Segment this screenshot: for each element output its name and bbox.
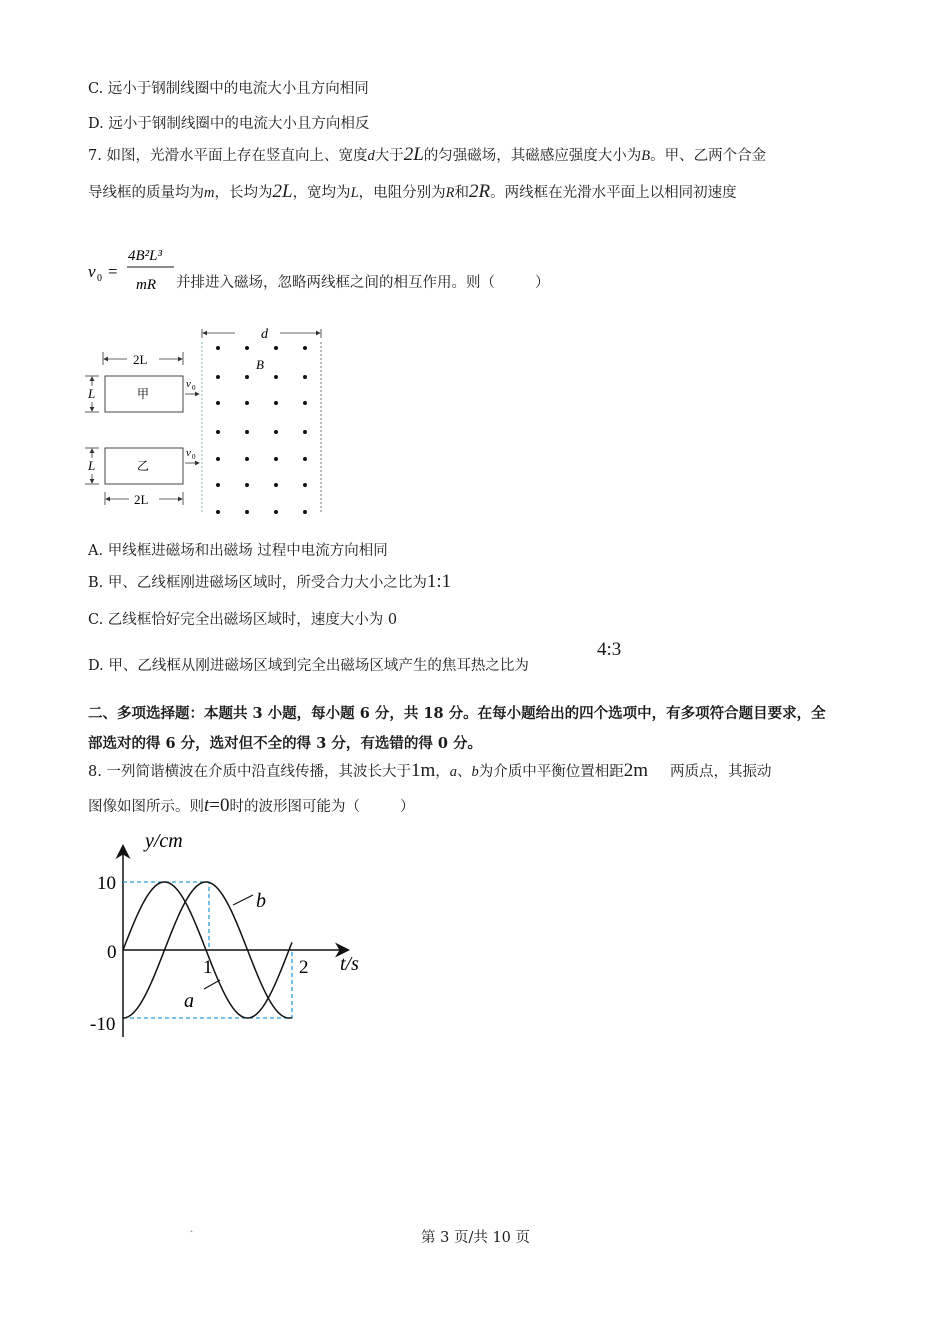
formula-denominator: mR (136, 277, 156, 293)
q7-magnetic-field-figure (85, 322, 330, 522)
x-tick-1: 1 (203, 957, 213, 978)
b-label: B (256, 357, 264, 372)
y-axis-label: y/cm (145, 830, 183, 852)
section2-heading-line2: 部选对的得 6 分，选对但不全的得 3 分，有选错的得 0 分。 (88, 735, 483, 752)
l-label-bottom: L (88, 458, 96, 473)
q7-stem-line1: 7. 如图，光滑水平面上存在竖直向上、宽度d大于2L的匀强磁场，其磁感应强度大小为B。甲、乙两个合金 (88, 144, 767, 165)
q7-stem-line2: 导线框的质量均为m，长均为2L，宽均为L，电阻分别为R和2R。两线框在光滑水平面上以相同初速度 (88, 181, 737, 202)
y-tick-0: 0 (107, 942, 117, 963)
q7-option-d: D. 甲、乙线框从刚进磁场区域到完全出磁场区域产生的焦耳热之比为 (88, 658, 529, 674)
q7-stem-line3: 并排进入磁场，忽略两线框之间的相互作用。则（ ） (176, 275, 550, 291)
v0-label-yi: v (186, 447, 191, 459)
q7-option-c: C. 乙线框恰好完全出磁场区域时，速度大小为 0 (88, 612, 398, 628)
curve-a-label: a (184, 990, 194, 1012)
q7-option-b: B. 甲、乙线框刚进磁场区域时，所受合力大小之比为1:1 (88, 571, 452, 592)
x-axis-label: t/s (340, 953, 359, 975)
equals-sign: = (108, 262, 118, 281)
q7-option-a: A. 甲线框进磁场和出磁场 过程中电流方向相同 (88, 543, 388, 559)
v0-sub-yi: 0 (192, 453, 196, 461)
d-label: d (261, 327, 268, 342)
curve-b-label: b (256, 890, 266, 912)
v0-formula (88, 245, 178, 297)
section2-heading-line1: 二、多项选择题：本题共 3 小题，每小题 6 分，共 18 分。在每小题给出的四个选项中，有多项符合题目要求，全 (88, 705, 826, 722)
guide-top (123, 882, 209, 950)
formula-numerator: 4B²L³ (128, 248, 162, 264)
top-2l-label: 2L (133, 352, 148, 367)
q8-stem-line1: 8. 一列简谐横波在介质中沿直线传播，其波长大于1m，a、b为介质中平衡位置相距2m 两质点，其振动 (88, 760, 772, 781)
frame-yi-label: 乙 (137, 459, 150, 473)
v0-symbol: v (88, 262, 96, 281)
q6-option-d: D. 远小于钢制线圈中的电流大小且方向相反 (88, 116, 370, 132)
q7-option-d-ratio: 4:3 (597, 639, 622, 660)
v0-sub-jia: 0 (192, 384, 196, 392)
l-label-top: L (88, 386, 96, 401)
x-tick-2: 2 (299, 957, 309, 978)
v0-subscript: 0 (97, 273, 102, 284)
q8-vibration-graph (85, 825, 375, 1045)
q8-stem-line2: 图像如图所示。则t=0时的波形图可能为（ ） (88, 795, 415, 816)
y-tick-10: 10 (97, 873, 116, 894)
q6-option-c: C. 远小于钢制线圈中的电流大小且方向相同 (88, 81, 369, 97)
frame-jia-label: 甲 (137, 387, 150, 401)
v0-label-jia: v (186, 378, 191, 390)
y-tick-neg10: -10 (90, 1014, 116, 1035)
page-number: 第 3 页/共 10 页 (421, 1230, 530, 1246)
footer-mark: ˛ (189, 1222, 194, 1233)
bottom-2l-label: 2L (134, 492, 149, 507)
